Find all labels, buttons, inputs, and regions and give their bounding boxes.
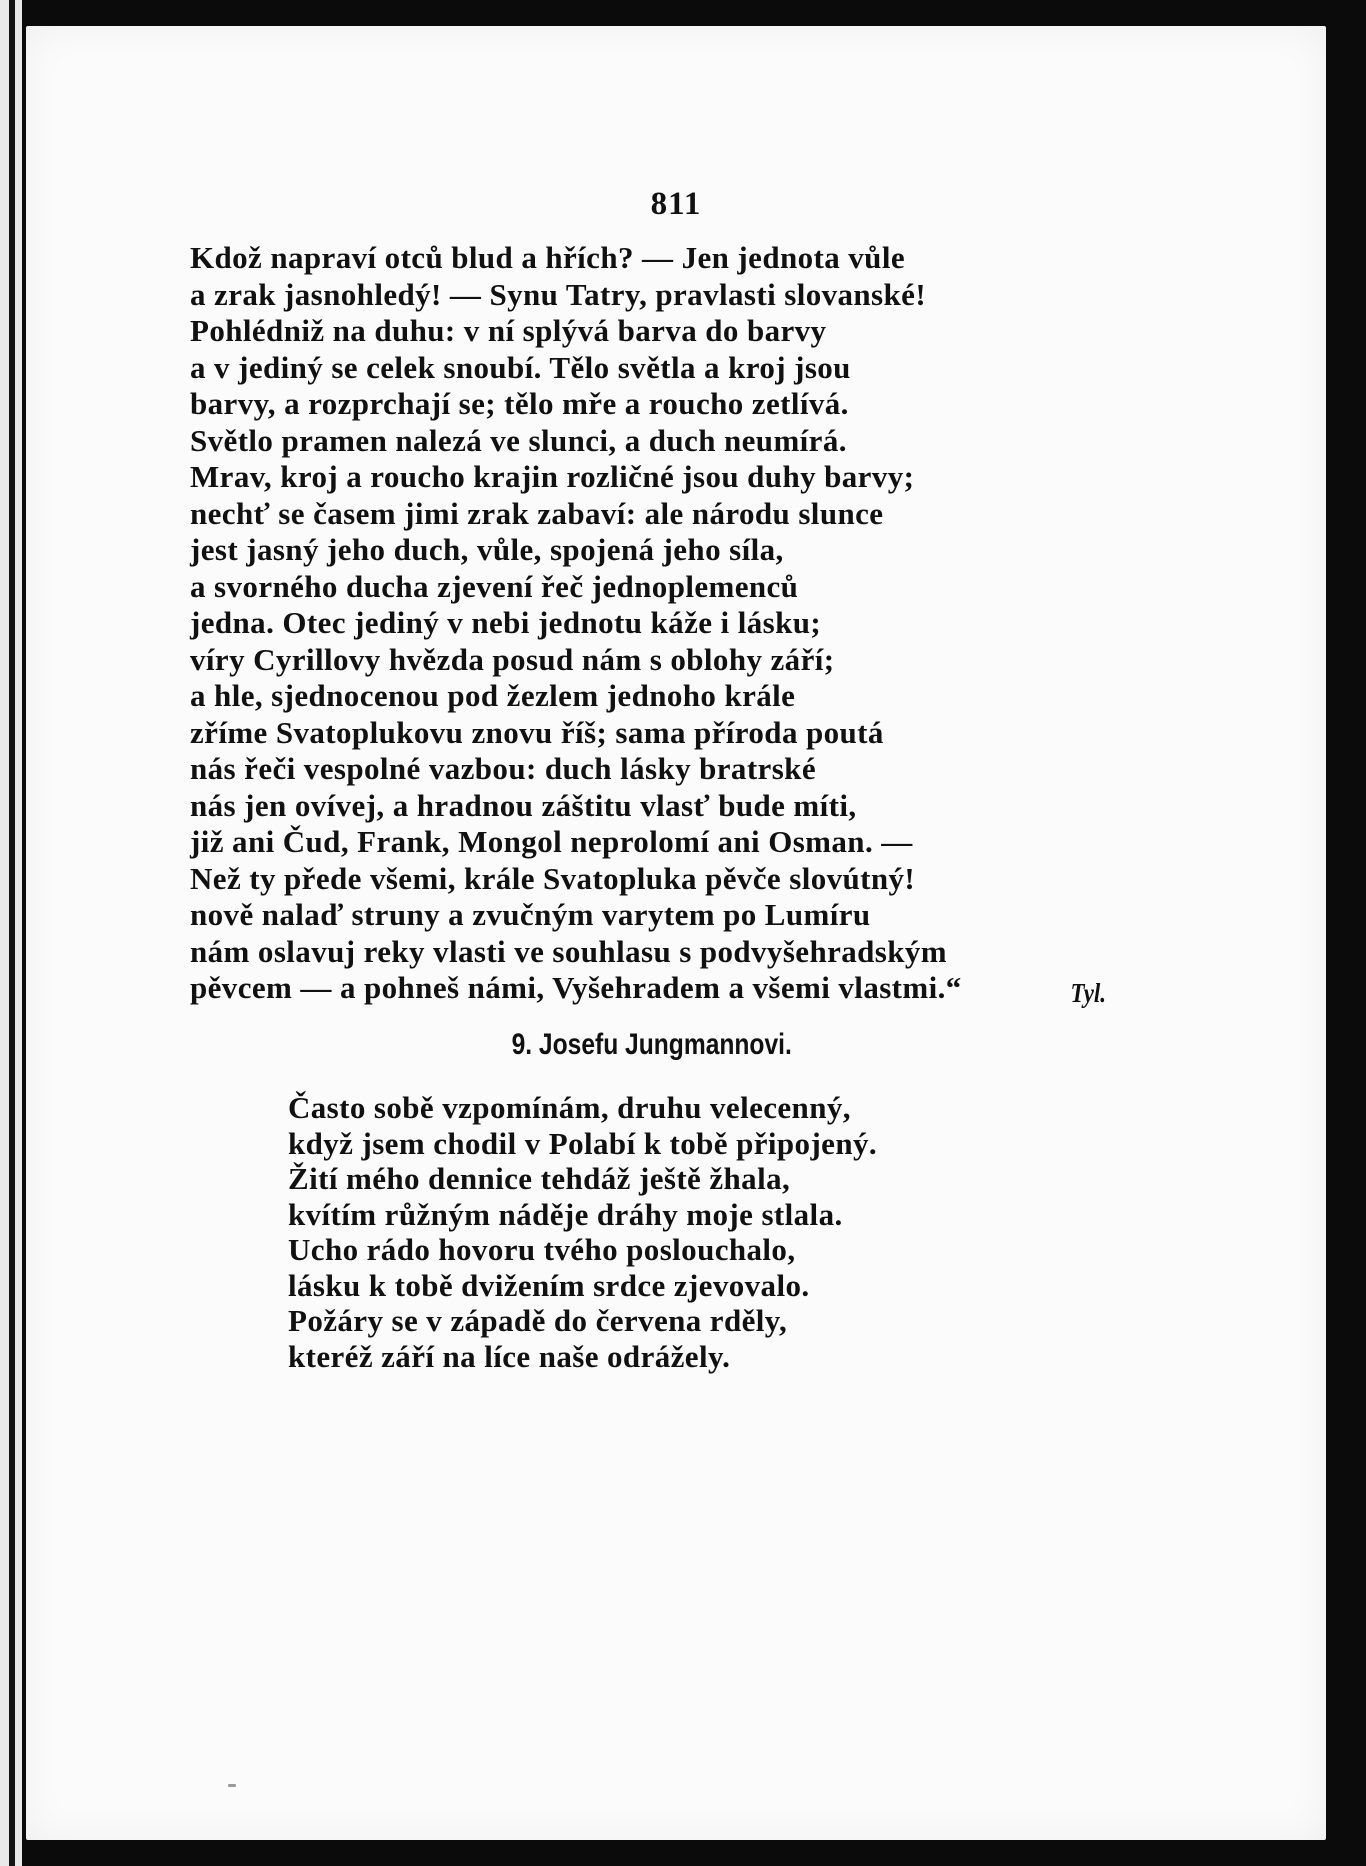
paper-speck <box>228 1784 236 1787</box>
poem-line: když jsem chodil v Polabí k tobě připojený. <box>288 1125 878 1161</box>
poem-line: kteréž září na líce naše odrážely. <box>288 1338 731 1374</box>
prose-line: Pohlédniž na duhu: v ní splývá barva do barvy <box>190 313 827 348</box>
prose-line: barvy, a rozprchají se; tělo mře a roucho zetlívá. <box>190 386 849 421</box>
prose-line: pěvcem — a pohneš námi, Vyšehradem a všemi vlastmi.“ <box>190 970 962 1005</box>
prose-line: jest jasný jeho duch, vůle, spojená jeho síla, <box>190 532 784 567</box>
prose-line: již ani Čud, Frank, Mongol neprolomí ani Osman. — <box>190 824 913 859</box>
prose-line: víry Cyrillovy hvězda posud nám s oblohy září; <box>190 641 835 677</box>
page-number: 811 <box>650 186 702 222</box>
prose-line: nám oslavuj reky vlasti ve souhlasu s podvyšehradským <box>190 933 948 969</box>
prose-line: Než ty přede všemi, krále Svatopluka pěvče slovútný! <box>190 860 916 896</box>
prose-line: a svorného ducha zjevení řeč jednoplemenců <box>190 568 799 604</box>
book-page <box>26 26 1326 1840</box>
prose-line: a zrak jasnohledý! — Synu Tatry, pravlasti slovanské! <box>190 276 927 312</box>
prose-line: nás jen ovívej, a hradnou záštitu vlasť bude míti, <box>190 787 857 823</box>
poem-line: Žití mého dennice tehdáž ještě žhala, <box>288 1161 791 1196</box>
prose-line: Mrav, kroj a roucho krajin rozličné jsou duhy barvy; <box>190 459 915 494</box>
prose-line: nás řeči vespolné vazbou: duch lásky bratrské <box>190 751 816 786</box>
poem-line: Často sobě vzpomínám, druhu velecenný, <box>288 1090 851 1125</box>
prose-line: a v jediný se celek snoubí. Tělo světla a kroj jsou <box>190 349 851 385</box>
poem-line: lásku k tobě dvižením srdce zjevovalo. <box>288 1267 810 1303</box>
prose-line: Světlo pramen nalezá ve slunci, a duch neumírá. <box>190 422 847 458</box>
prose-line: jedna. Otec jediný v nebi jednotu káže i lásku; <box>190 605 822 640</box>
prose-line: zříme Svatoplukovu znovu říš; sama příroda poutá <box>190 714 884 750</box>
prose-line: Kdož napraví otců blud a hřích? — Jen jednota vůle <box>190 240 905 275</box>
poem-stanza <box>288 1090 1148 1374</box>
prose-line: nově nalaď struny a zvučným varytem po Lumíru <box>190 897 871 932</box>
poem-title: 9. Josefu Jungmannovi. <box>511 1028 792 1061</box>
poem-line: kvítím růžným náděje dráhy moje stlala. <box>288 1196 843 1232</box>
binding-shadow <box>9 0 15 1866</box>
prose-line: nechť se časem jimi zrak zabaví: ale národu slunce <box>190 495 884 531</box>
prose-passage <box>190 240 1090 1007</box>
poem-line: Ucho rádo hovoru tvého poslouchalo, <box>288 1232 796 1267</box>
poem-line: Požáry se v západě do červena rděly, <box>288 1303 788 1338</box>
author-signature: Tyl. <box>1070 978 1106 1008</box>
prose-line: a hle, sjednocenou pod žezlem jednoho krále <box>190 678 796 713</box>
